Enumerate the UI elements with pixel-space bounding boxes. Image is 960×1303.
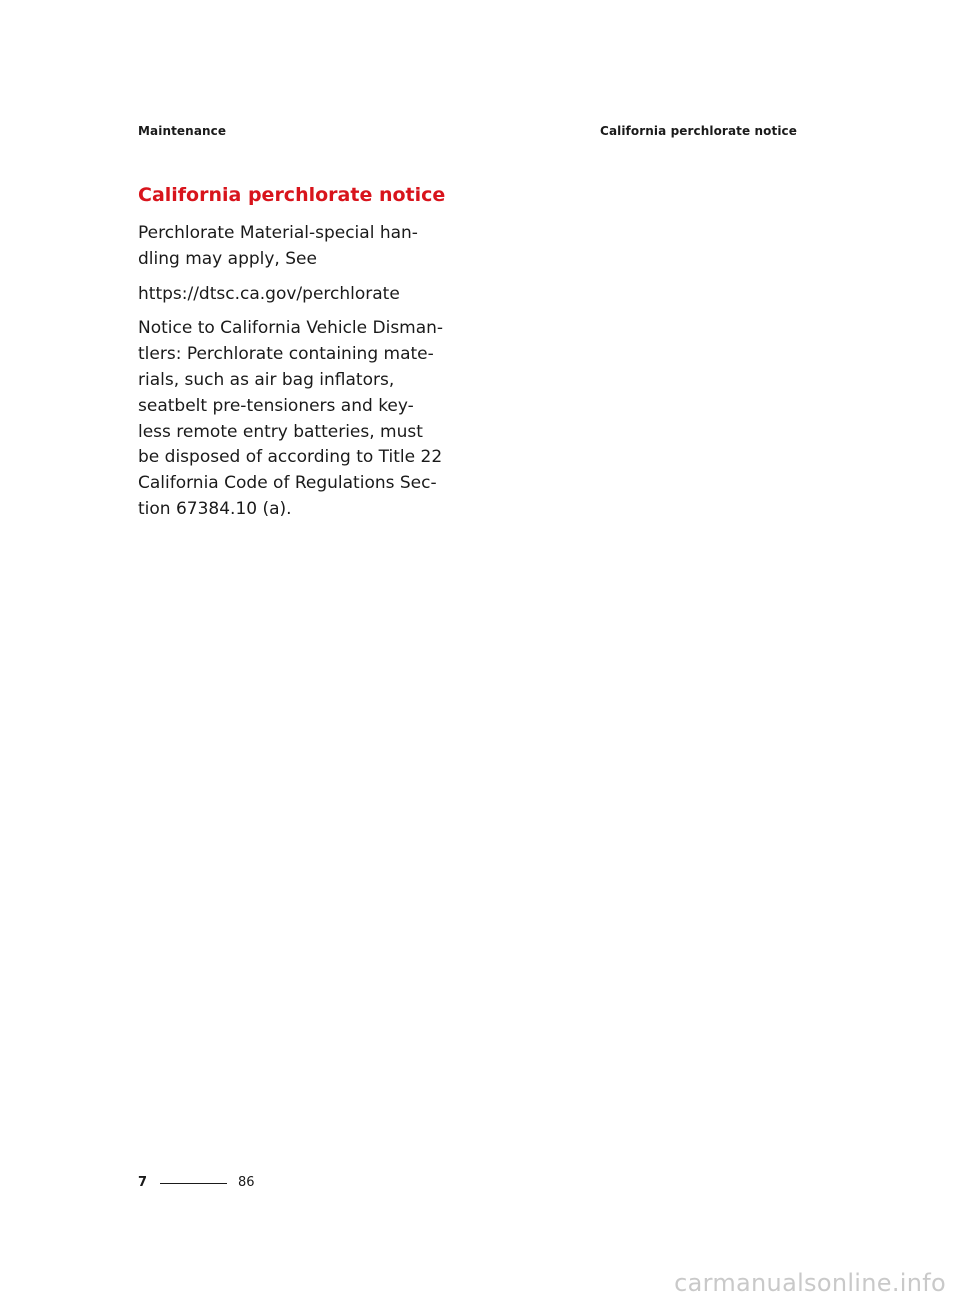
footer-divider — [160, 1183, 227, 1184]
paragraph-url: https://dtsc.ca.gov/perchlorate — [138, 283, 400, 304]
running-header-topic: California perchlorate notice — [600, 124, 797, 138]
main-content — [138, 184, 458, 532]
watermark-text: carmanualsonline.info — [674, 1269, 946, 1297]
footer-chapter-number: 7 — [138, 1175, 148, 1190]
running-header-section: Maintenance — [138, 124, 227, 138]
paragraph-handling: Perchlorate Material-special han- dling may apply, See — [138, 223, 418, 269]
footer-page-number: 86 — [238, 1175, 255, 1190]
paragraph-dismantlers-notice: Notice to California Vehicle Disman- tlers: Perchlorate containing mate- rials, such as air bag inflators, seatbelt pre-tensioners and key- less remote entry batteries, must be disposed of according to Title 22 California Code of Regulations Sec- tion 67384.10 (a). — [138, 318, 444, 519]
section-title: California perchlorate notice — [138, 184, 446, 206]
